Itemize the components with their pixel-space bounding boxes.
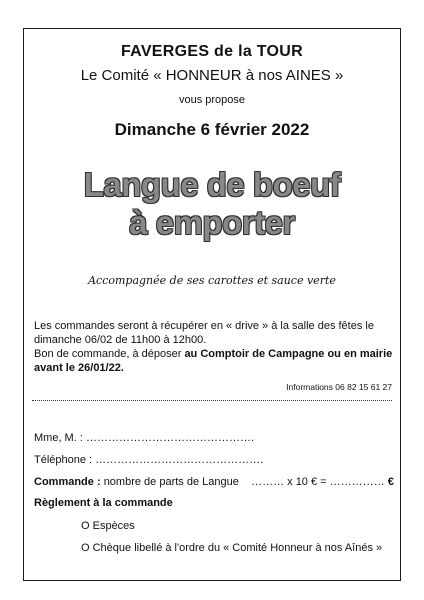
order-quantity-fill[interactable]: ……… x 10 € = xyxy=(251,476,330,488)
order-deposit-location: au Comptoir de Campagne ou en mairie xyxy=(184,348,393,360)
payment-option-check[interactable]: O Chèque libellé à l'ordre du « Comité Honneur à nos Aînés » xyxy=(81,542,383,554)
order-deadline-text: avant le 26/01/22. xyxy=(34,362,124,374)
phone-label: Téléphone : xyxy=(34,454,96,466)
flyer-page xyxy=(23,28,401,581)
intro-text: vous propose xyxy=(178,94,246,106)
event-date: Dimanche 6 février 2022 xyxy=(114,120,310,139)
pickup-info-line-1: Les commandes seront à récupérer en « drive » à la salle des fêtes le xyxy=(34,320,374,332)
order-label: Commande : xyxy=(34,476,104,488)
phone-fill-line[interactable]: ………………………………………. xyxy=(95,454,264,466)
name-field[interactable] xyxy=(34,432,254,444)
headline-line-1: Langue de boeuf xyxy=(83,166,341,203)
euro-sign: € xyxy=(387,476,394,488)
pickup-info-line-2: dimanche 06/02 de 11h00 à 12h00. xyxy=(34,334,207,346)
payment-option-cash[interactable]: O Espèces xyxy=(81,520,135,532)
name-label: Mme, M. : xyxy=(34,432,86,444)
order-deposit-line xyxy=(34,348,392,360)
town-title: FAVERGES de la TOUR xyxy=(120,43,304,60)
order-deposit-prefix: Bon de commande, à déposer xyxy=(34,348,185,360)
phone-field[interactable] xyxy=(34,454,263,466)
contact-info: Informations 06 82 15 61 27 xyxy=(286,382,392,392)
order-description: nombre de parts de Langue xyxy=(103,476,239,488)
order-deadline xyxy=(34,362,124,374)
payment-heading: Règlement à la commande xyxy=(34,497,173,509)
name-fill-line[interactable]: ………………………………………. xyxy=(85,432,255,444)
cut-line-divider xyxy=(32,400,392,401)
order-total-fill[interactable]: …………… xyxy=(329,476,388,488)
committee-title: Le Comité « HONNEUR à nos AINES » xyxy=(80,67,344,84)
menu-subtitle: Accompagnée de ses carottes et sauce verte xyxy=(88,274,336,287)
headline-line-2: à emporter xyxy=(129,204,295,241)
order-field[interactable] xyxy=(34,476,394,488)
